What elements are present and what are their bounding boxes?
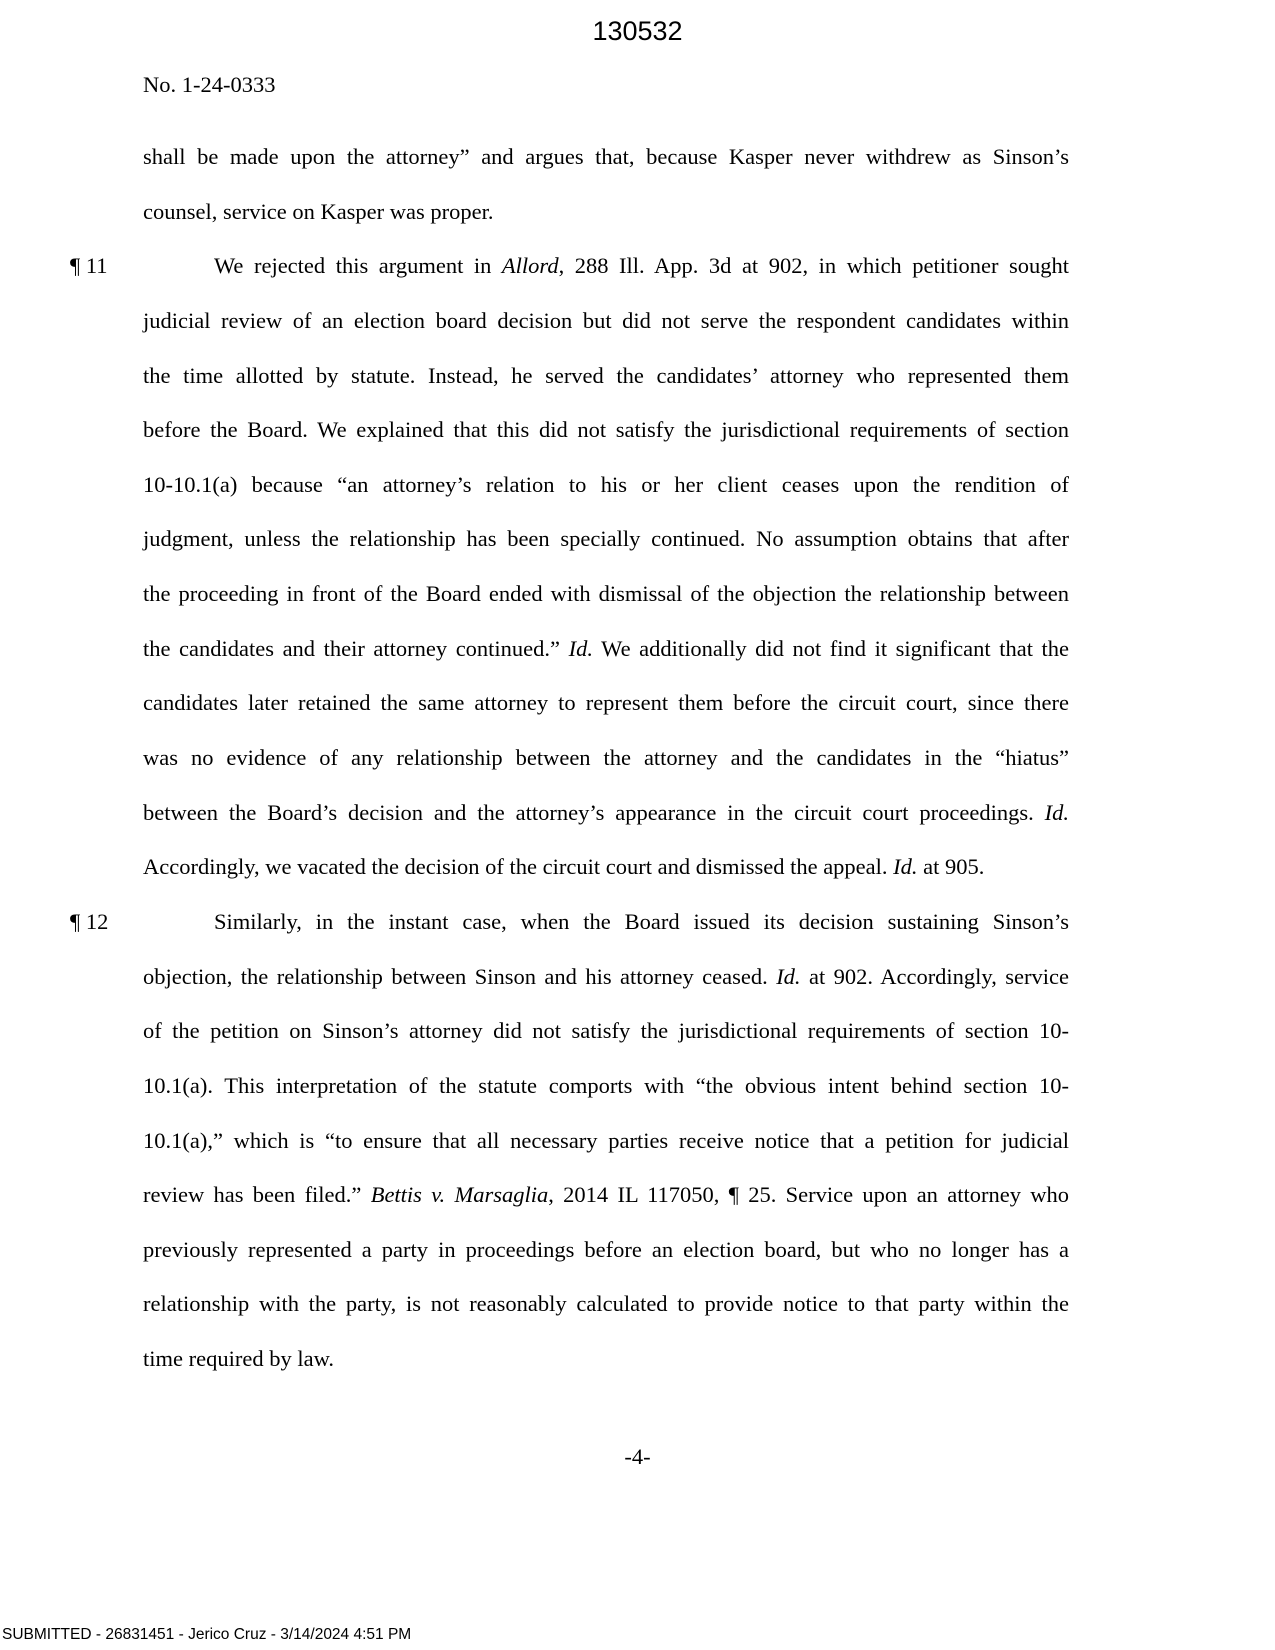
text-line — [143, 686, 1069, 741]
text-segment: judicial review of an election board decision but did not serve the respondent candidates within — [143, 307, 1069, 333]
citation-italic: Id. — [893, 854, 918, 880]
text-line — [143, 1233, 1069, 1288]
text-line — [143, 960, 1069, 1015]
text-segment: We rejected this argument in — [214, 253, 502, 279]
text-line — [143, 468, 1069, 523]
citation-italic: Id. — [568, 635, 593, 661]
page-number: -4- — [624, 1444, 651, 1469]
text-segment: shall be made upon the attorney” and argues that, because Kasper never withdrew as Sinson’s — [143, 144, 1069, 169]
text-segment: relationship with the party, is not reasonably calculated to provide notice to that party within the — [143, 1291, 1069, 1317]
text-segment: the candidates and their attorney continued.” — [143, 635, 569, 661]
text-segment: previously represented a party in proceedings before an election board, but who no longer has a — [143, 1236, 1069, 1262]
text-segment: 10.1(a),” which is “to ensure that all necessary parties receive notice that a petition for judicial — [143, 1127, 1069, 1153]
text-line — [143, 1287, 1069, 1342]
text-line — [143, 304, 1069, 359]
text-segment: , 288 Ill. App. 3d at 902, in which petitioner sought — [558, 253, 1069, 279]
text-segment: Similarly, in the instant case, when the Board issued its decision sustaining Sinson’s — [214, 908, 1069, 934]
text-line — [70, 905, 1069, 960]
text-segment: review has been filed.” — [143, 1182, 371, 1208]
text-line — [143, 1178, 1069, 1233]
citation-italic: Id. — [776, 963, 801, 989]
citation-italic: Id. — [1044, 799, 1069, 825]
text-line — [143, 522, 1069, 577]
text-line — [143, 850, 1069, 905]
text-line — [143, 1069, 1069, 1124]
text-line — [143, 1124, 1069, 1179]
text-segment: before the Board. We explained that this did not satisfy the jurisdictional requirements of section — [143, 417, 1069, 443]
text-segment: at 905. — [917, 854, 985, 880]
citation-italic: Allord — [501, 253, 559, 279]
text-line — [143, 1342, 1069, 1397]
text-line — [143, 577, 1069, 632]
paragraph-number: ¶ 12 — [70, 908, 109, 934]
text-segment: candidates later retained the same attorney to represent them before the circuit court, since there — [143, 690, 1069, 716]
text-line — [143, 632, 1069, 687]
text-segment: the time allotted by statute. Instead, he served the candidates’ attorney who represented them — [143, 362, 1069, 388]
text-line — [143, 195, 1069, 250]
document-body — [70, 140, 1070, 1397]
text-line — [143, 741, 1069, 796]
paragraph-number: ¶ 11 — [70, 253, 108, 279]
filing-stamp-number: 130532 — [592, 16, 683, 46]
text-line — [143, 796, 1069, 851]
text-segment: 10.1(a). This interpretation of the statute comports with “the obvious intent behind section 10- — [143, 1072, 1069, 1098]
text-segment: 10-10.1(a) because “an attorney’s relation to his or her client ceases upon the rendition of — [143, 471, 1069, 497]
text-line — [70, 249, 1069, 304]
text-segment: time required by law. — [143, 1346, 334, 1372]
text-segment: of the petition on Sinson’s attorney did not satisfy the jurisdictional requirements of section 10- — [143, 1018, 1069, 1044]
text-segment: Accordingly, we vacated the decision of the circuit court and dismissed the appeal. — [143, 854, 894, 880]
text-segment: the proceeding in front of the Board ended with dismissal of the objection the relationship between — [143, 581, 1069, 607]
submission-footer: SUBMITTED - 26831451 - Jerico Cruz - 3/14/2024 4:51 PM — [2, 1626, 412, 1643]
text-segment: , 2014 IL 117050, ¶ 25. Service upon an attorney who — [548, 1182, 1069, 1208]
citation-italic: Bettis v. Marsaglia — [370, 1182, 549, 1208]
text-segment: objection, the relationship between Sinson and his attorney ceased. — [143, 963, 777, 989]
text-line — [143, 1014, 1069, 1069]
text-line — [143, 140, 1069, 195]
text-line — [143, 359, 1069, 414]
docket-number: No. 1-24-0333 — [143, 72, 276, 97]
text-segment: counsel, service on Kasper was proper. — [143, 198, 494, 224]
text-segment: judgment, unless the relationship has been specially continued. No assumption obtains that after — [143, 526, 1069, 552]
text-segment: at 902. Accordingly, service — [800, 963, 1069, 989]
text-segment: was no evidence of any relationship between the attorney and the candidates in the “hiatus” — [143, 745, 1069, 771]
text-line — [143, 413, 1069, 468]
text-segment: We additionally did not find it significant that the — [592, 635, 1070, 661]
text-segment: between the Board’s decision and the attorney’s appearance in the circuit court proceedings. — [143, 799, 1045, 825]
